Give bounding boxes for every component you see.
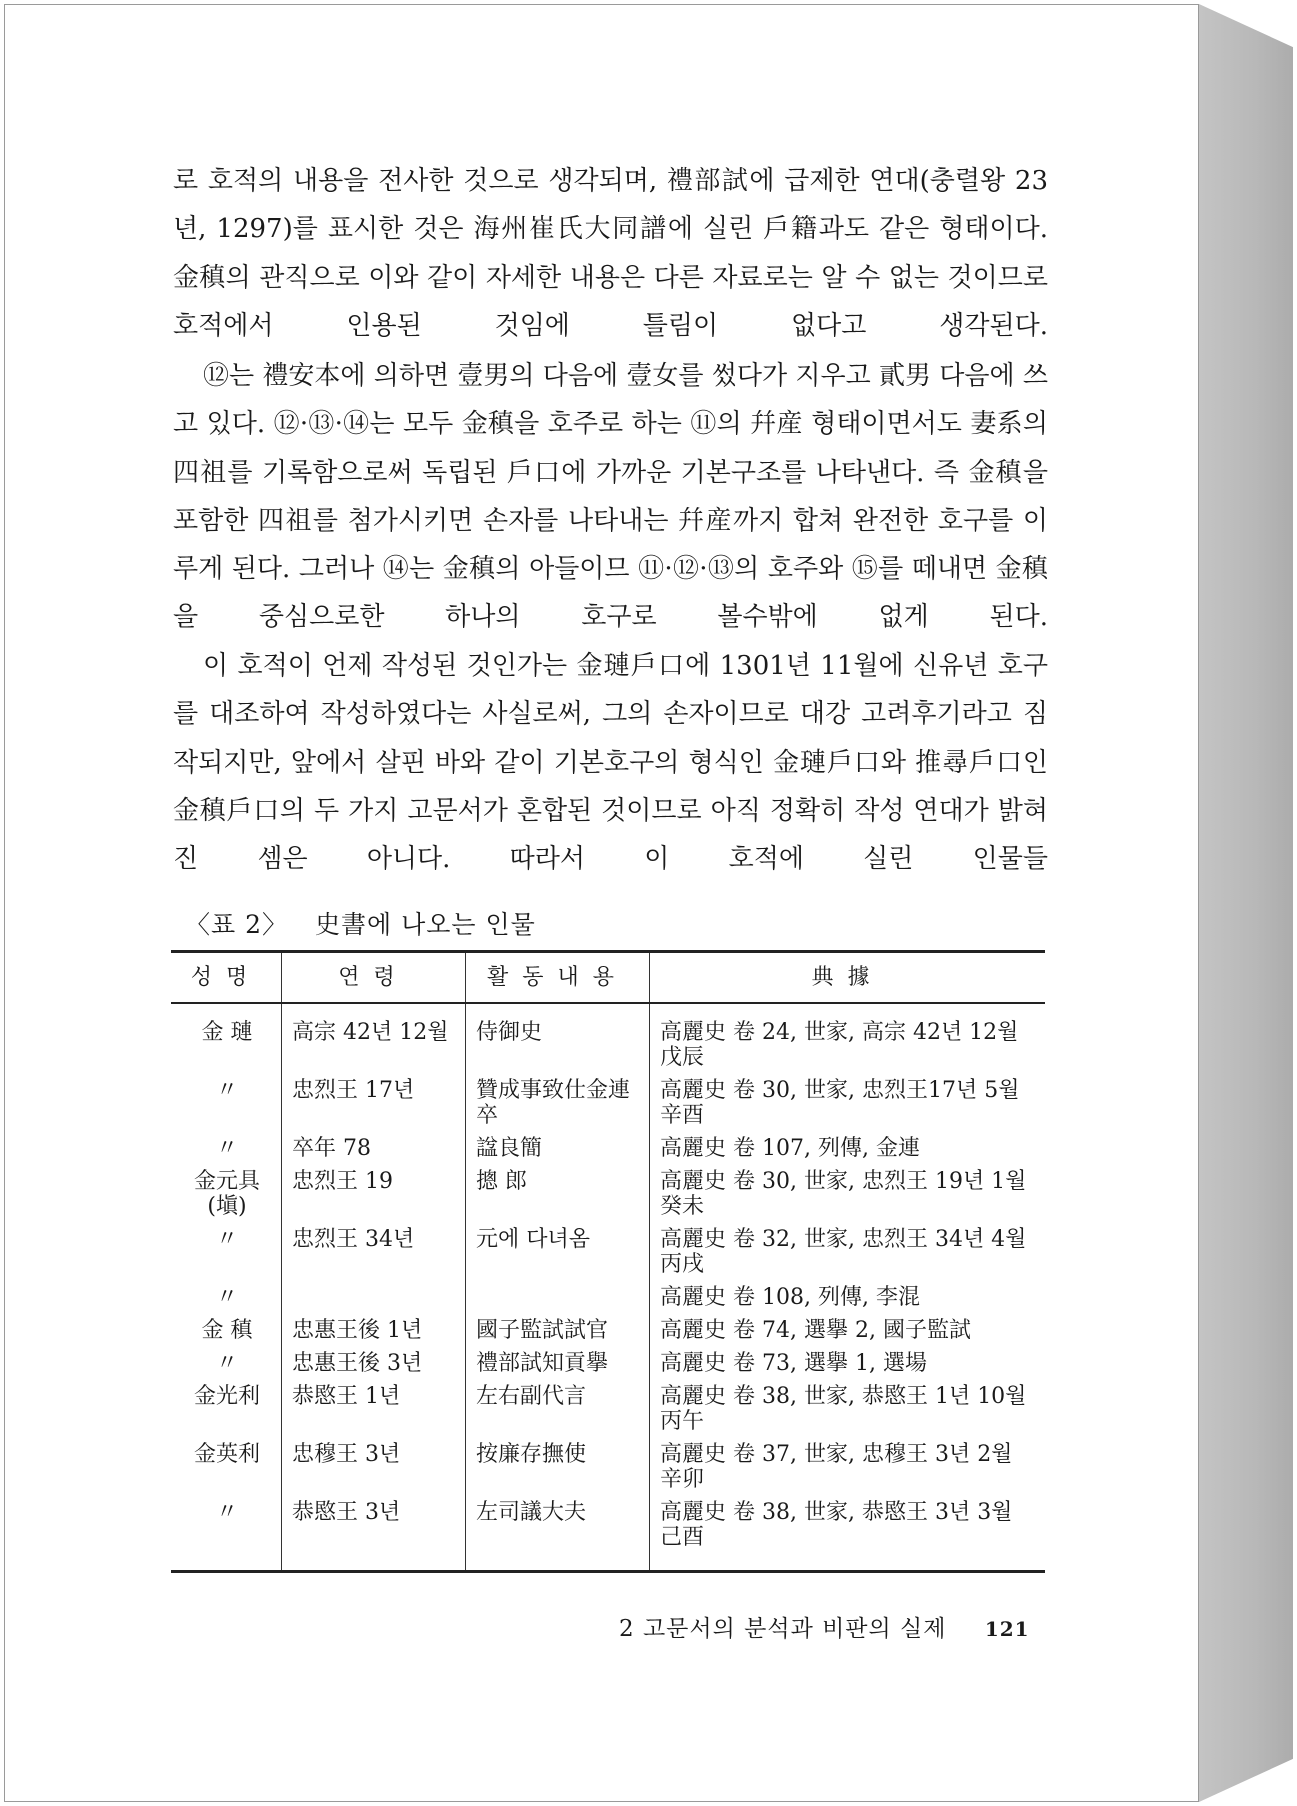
- table-row: [171, 1169, 1045, 1227]
- header-activity: 활동내용: [466, 952, 650, 1004]
- cell-year: 忠惠王後 1년: [282, 1318, 466, 1351]
- book-page: [4, 4, 1199, 1802]
- cell-source: 高麗史 卷 38, 世家, 恭愍王 3년 3월 己酉: [660, 1500, 1013, 1550]
- table-row: [171, 1227, 1045, 1285]
- cell-source: 高麗史 卷 32, 世家, 忠烈王 34년 4월 丙戌: [660, 1227, 1027, 1277]
- cell-year: 忠烈王 19: [282, 1169, 466, 1227]
- paragraph-3: 이 호적이 언제 작성된 것인가는 金璉戶口에 1301년 11월에 신유년 호구를 대조하여 작성하였다는 사실로써, 그의 손자이므로 대강 고려후기라고 짐작되지만, 앞에서 살핀 바와 같이 기본호구의 형식인 金璉戶口와 推尋戶口인 金稹戶口의 두 가지 고문서가 혼합된 것이므로 아직 정확히 작성 연대가 밝혀진 셈은 아니다. 따라서 이 호적에 실린 인물들: [173, 651, 1048, 875]
- cell-source: 高麗史 卷 37, 世家, 忠穆王 3년 2월 辛卯: [660, 1442, 1013, 1492]
- header-name: 성명: [171, 952, 282, 1004]
- paragraph-1: 로 호적의 내용을 전사한 것으로 생각되며, 禮部試에 급제한 연대(충렬왕 23년, 1297)를 표시한 것은 海州崔氏大同譜에 실린 戶籍과도 같은 형태이다. 金稹의 관직으로 이와 같이 자세한 내용은 다른 자료로는 알 수 없는 것이므로 호적에서 인용된 것임에 틀림이 없다고 생각된다.: [173, 166, 1048, 341]
- cell-source: 高麗史 卷 24, 世家, 高宗 42년 12월 戊辰: [660, 1020, 1019, 1070]
- cell-name: 〃: [171, 1351, 282, 1384]
- table-row: [171, 1442, 1045, 1500]
- cell-name: 〃: [171, 1500, 282, 1572]
- table-caption: [185, 905, 536, 941]
- cell-year: 忠烈王 17년: [282, 1078, 466, 1136]
- page-number: 121: [984, 1617, 1030, 1641]
- cell-year: 高宗 42년 12월: [282, 1003, 466, 1078]
- cell-source: 高麗史 卷 38, 世家, 恭愍王 1년 10월 丙午: [660, 1384, 1027, 1434]
- cell-activity: 贊成事致仕金連卒: [466, 1078, 650, 1136]
- table-row: [171, 1500, 1045, 1572]
- cell-activity: 左司議大夫: [466, 1500, 650, 1572]
- table-row: [171, 1351, 1045, 1384]
- cell-source: 高麗史 卷 108, 列傳, 李混: [660, 1285, 920, 1310]
- table-header-row: [171, 952, 1045, 1004]
- cell-source: 高麗史 卷 30, 世家, 忠烈王 19년 1월 癸未: [660, 1169, 1027, 1219]
- cell-year: 忠穆王 3년: [282, 1442, 466, 1500]
- cell-name: 金元具(塡): [171, 1169, 282, 1227]
- paragraph-2: ⑫는 禮安本에 의하면 壹男의 다음에 壹女를 썼다가 지우고 貳男 다음에 쓰고 있다. ⑫·⑬·⑭는 모두 金稹을 호주로 하는 ⑪의 幷産 형태이면서도 妻系의 四祖를 기록함으로써 독립된 戶口에 가까운 기본구조를 나타낸다. 즉 金稹을 포함한 四祖를 첨가시키면 손자를 나타내는 幷産까지 합쳐 완전한 호구를 이루게 된다. 그러나 ⑭는 金稹의 아들이므 ⑪·⑫·⑬의 호주와 ⑮를 떼내면 金稹을 중심으로한 하나의 호구로 볼수밖에 없게 된다.: [173, 361, 1048, 633]
- page-edge-shadow: [1199, 4, 1293, 1802]
- table-row: [171, 1384, 1045, 1442]
- cell-source: 高麗史 卷 73, 選擧 1, 選場: [660, 1351, 927, 1376]
- cell-year: 卒年 78: [282, 1136, 466, 1169]
- table-caption-label: 〈표 2〉: [185, 910, 289, 939]
- cell-name: 金光利: [171, 1384, 282, 1442]
- persons-table: [171, 950, 1045, 1573]
- cell-name: 金 稹: [171, 1318, 282, 1351]
- table-row: [171, 1136, 1045, 1169]
- cell-name: 〃: [171, 1078, 282, 1136]
- cell-activity: 國子監試試官: [466, 1318, 650, 1351]
- table-row: [171, 1318, 1045, 1351]
- cell-name: 〃: [171, 1136, 282, 1169]
- cell-activity: 左右副代言: [466, 1384, 650, 1442]
- cell-activity: 禮部試知貢擧: [466, 1351, 650, 1384]
- cell-year: 忠惠王後 3년: [282, 1351, 466, 1384]
- cell-name: 〃: [171, 1285, 282, 1318]
- cell-year: 忠烈王 34년: [282, 1227, 466, 1285]
- cell-year: 恭愍王 3년: [282, 1500, 466, 1572]
- cell-activity: 諡良簡: [466, 1136, 650, 1169]
- table-caption-title: 史書에 나오는 인물: [314, 910, 536, 939]
- page-footer: [619, 1610, 1030, 1643]
- table-row: [171, 1078, 1045, 1136]
- cell-source: 高麗史 卷 30, 世家, 忠烈王17년 5월 辛酉: [660, 1078, 1020, 1128]
- cell-source: 高麗史 卷 74, 選擧 2, 國子監試: [660, 1318, 971, 1343]
- cell-year: 恭愍王 1년: [282, 1384, 466, 1442]
- cell-name: 金 璉: [171, 1003, 282, 1078]
- cell-activity: 元에 다녀옴: [466, 1227, 650, 1285]
- running-footer-chapter: 2 고문서의 분석과 비판의 실제: [619, 1616, 947, 1642]
- table-row: [171, 1003, 1045, 1078]
- cell-activity: 按廉存撫使: [466, 1442, 650, 1500]
- header-source: 典據: [650, 952, 1046, 1004]
- cell-source: 高麗史 卷 107, 列傳, 金連: [660, 1136, 920, 1161]
- cell-name: 金英利: [171, 1442, 282, 1500]
- cell-activity: 摠 郎: [466, 1169, 650, 1227]
- header-year: 연령: [282, 952, 466, 1004]
- cell-activity: [466, 1285, 650, 1318]
- cell-year: [282, 1285, 466, 1318]
- table-row: [171, 1285, 1045, 1318]
- cell-name: 〃: [171, 1227, 282, 1285]
- cell-activity: 侍御史: [466, 1003, 650, 1078]
